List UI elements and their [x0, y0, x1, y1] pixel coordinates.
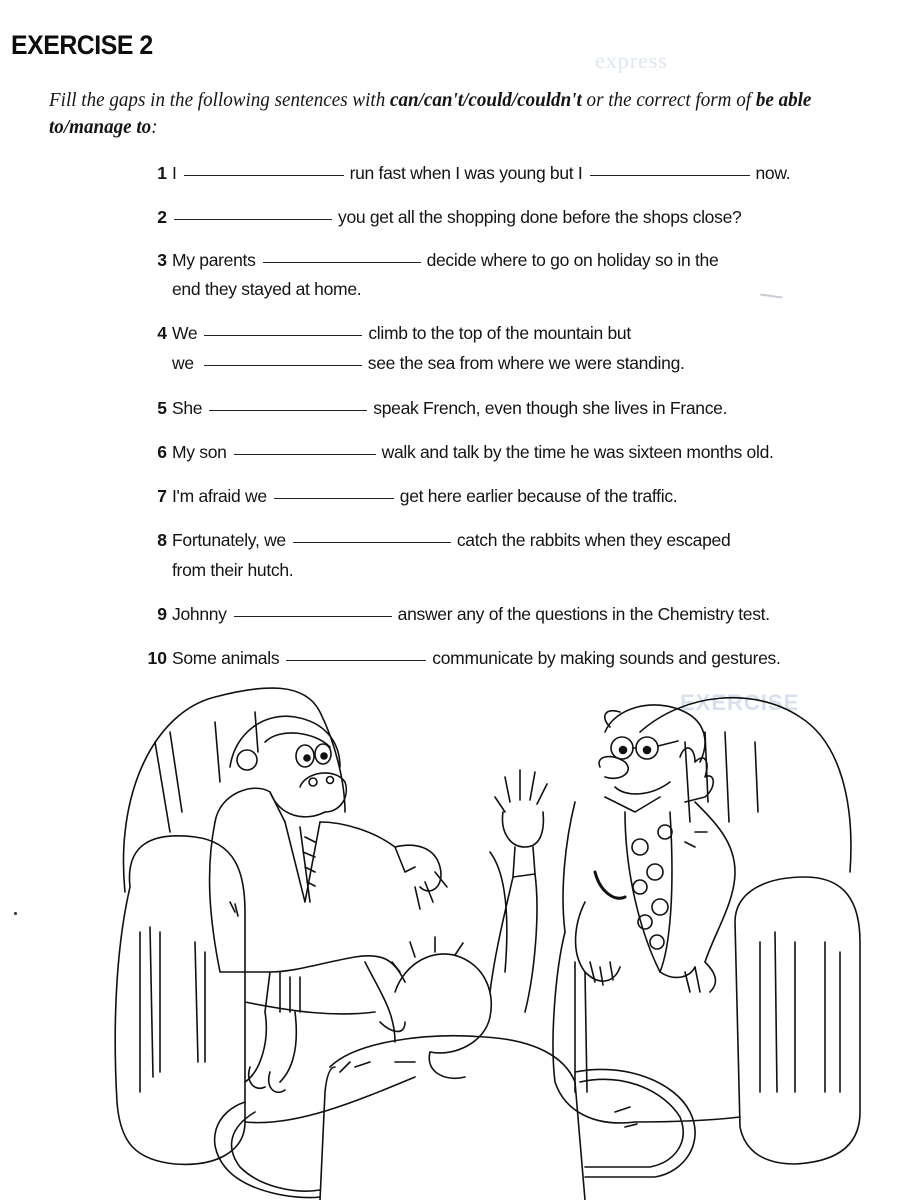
item-line	[172, 158, 790, 188]
item-text: My son	[172, 442, 227, 462]
item-line	[172, 525, 730, 555]
answer-blank[interactable]	[234, 453, 376, 455]
item-text: I'm afraid we	[172, 486, 267, 506]
instructions-suffix: :	[151, 116, 158, 138]
left-armchair	[115, 688, 507, 1164]
item-line	[172, 437, 774, 467]
instructions-middle: or the correct form of	[581, 89, 756, 111]
stray-dot	[14, 912, 17, 915]
item-line	[172, 274, 361, 304]
item-text: get here earlier because of the traffic.	[399, 486, 678, 506]
answer-blank[interactable]	[274, 497, 394, 499]
item-line	[167, 202, 741, 232]
item-text: We	[172, 323, 198, 343]
item-text: Johnny	[172, 604, 227, 624]
item-text: She	[172, 398, 203, 418]
instructions	[49, 87, 812, 141]
item-line	[172, 245, 718, 275]
item-text: end they stayed at home.	[172, 279, 362, 299]
answer-blank[interactable]	[209, 409, 367, 411]
bleed-through-text-top: express	[595, 48, 668, 73]
item-text: we	[172, 353, 194, 373]
item-text: walk and talk by the time he was sixteen months old.	[381, 442, 774, 462]
page-title: EXERCISE 2	[11, 30, 153, 60]
item-number: 3	[157, 250, 167, 270]
item-text: climb to the top of the mountain but	[368, 323, 631, 343]
modal-options: can/can't/could/couldn't	[390, 89, 582, 111]
item-number: 1	[157, 163, 167, 183]
phrase-options: be able to/manage to	[49, 89, 812, 138]
item-text: answer any of the questions in the Chemistry test.	[397, 604, 770, 624]
cartoon-illustration	[95, 672, 895, 1200]
item-text: catch the rabbits when they escaped	[456, 530, 731, 550]
item-line	[172, 643, 781, 673]
answer-blank[interactable]	[286, 659, 426, 661]
item-number: 9	[157, 604, 167, 624]
item-text: now.	[755, 163, 791, 183]
item-number: 2	[157, 207, 167, 227]
stray-mark	[760, 293, 782, 298]
item-text: Fortunately, we	[172, 530, 286, 550]
item-line	[172, 599, 770, 629]
item-text: decide where to go on holiday so in the	[426, 250, 719, 270]
item-number: 4	[157, 323, 167, 343]
item-text: see the sea from where we were standing.	[367, 353, 685, 373]
item-number: 6	[157, 442, 167, 462]
item-line	[172, 318, 631, 348]
item-line	[172, 555, 293, 585]
item-line	[172, 393, 727, 423]
answer-blank[interactable]	[263, 261, 421, 263]
bleed-through-text-lower: EXERCISE	[680, 690, 800, 715]
item-text: Some animals	[172, 648, 280, 668]
item-number: 8	[157, 530, 167, 550]
item-text: you get all the shopping done before the shops close?	[338, 207, 742, 227]
item-text: My parents	[172, 250, 256, 270]
item-number: 10	[147, 648, 167, 668]
answer-blank[interactable]	[204, 334, 362, 336]
answer-blank[interactable]	[204, 364, 362, 366]
item-number: 5	[157, 398, 167, 418]
answer-blank[interactable]	[293, 541, 451, 543]
front-armchair	[215, 1036, 696, 1200]
answer-blank[interactable]	[234, 615, 392, 617]
item-line	[172, 348, 685, 378]
item-line	[172, 481, 677, 511]
item-text: speak French, even though she lives in France.	[373, 398, 728, 418]
item-number: 7	[157, 486, 167, 506]
right-ape	[563, 705, 735, 992]
instructions-prefix: Fill the gaps in the following sentences with	[49, 89, 391, 111]
item-text: communicate by making sounds and gestures.	[432, 648, 781, 668]
answer-blank[interactable]	[590, 174, 750, 176]
person-back-view	[392, 770, 547, 1078]
item-text: from their hutch.	[172, 560, 294, 580]
answer-blank[interactable]	[174, 218, 332, 220]
item-text: I	[172, 163, 177, 183]
item-text: run fast when I was young but I	[349, 163, 583, 183]
answer-blank[interactable]	[184, 174, 344, 176]
